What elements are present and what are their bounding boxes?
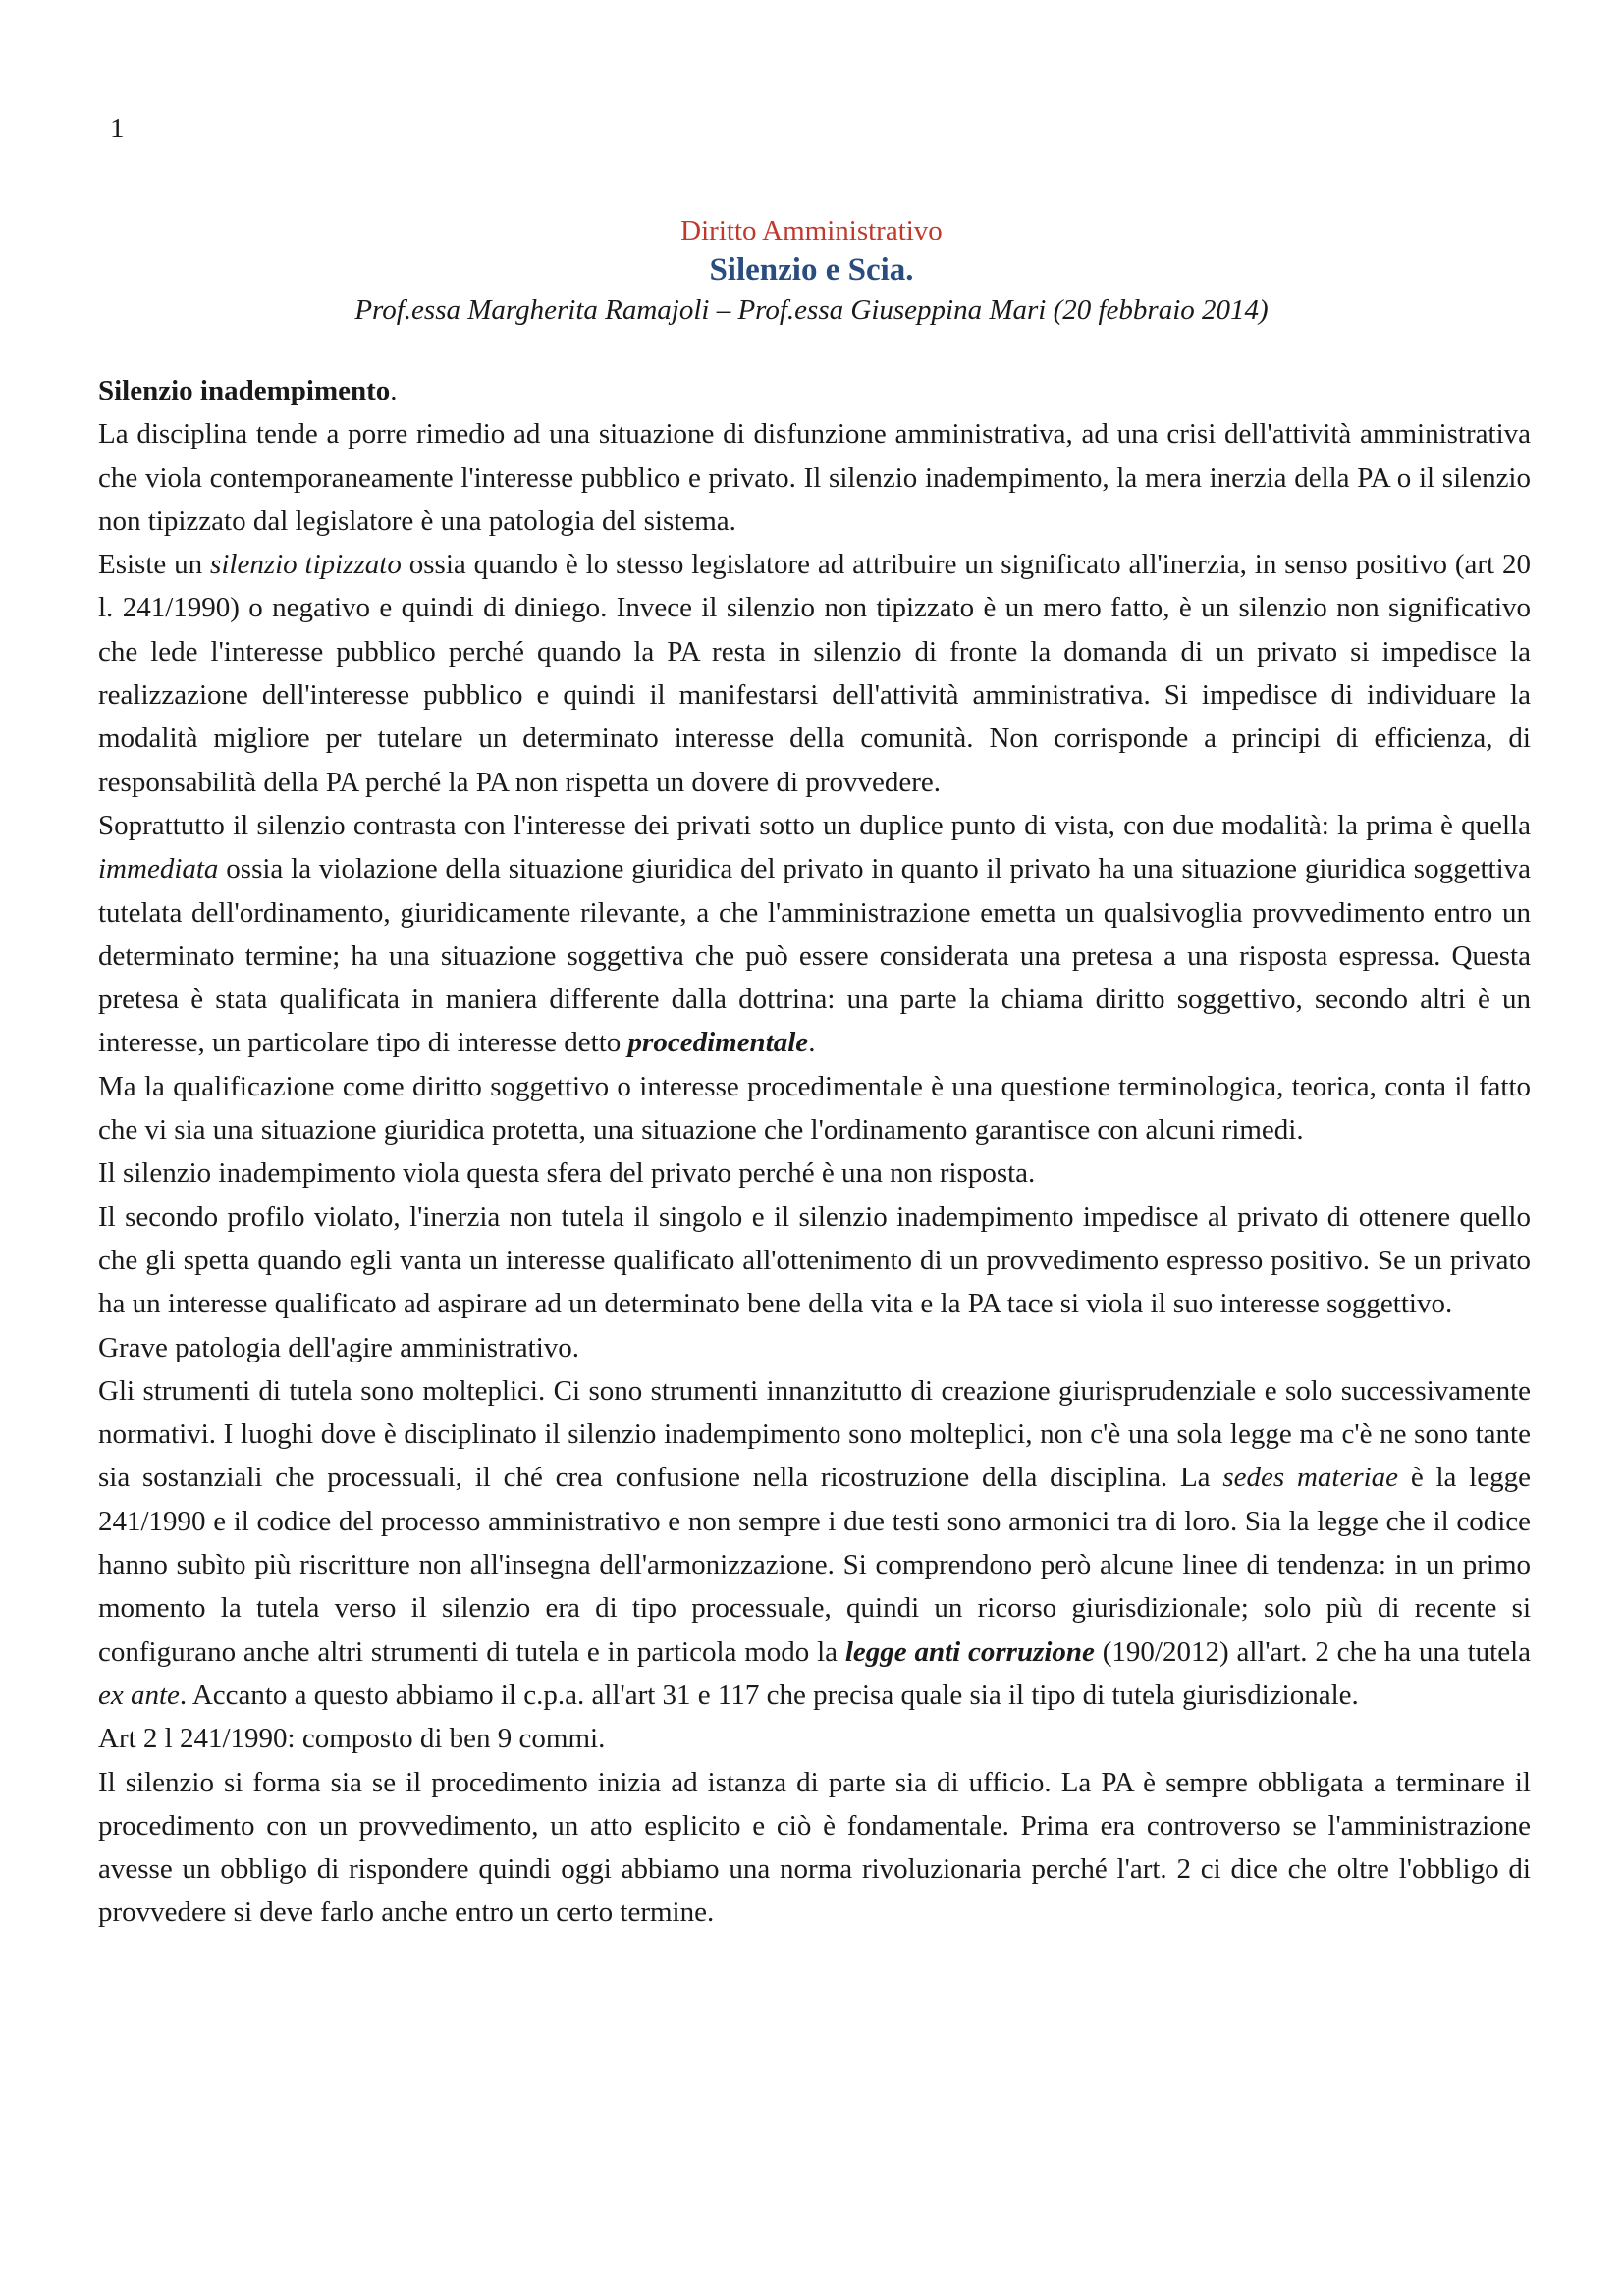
paragraph: Il silenzio si forma sia se il procedimento inizia ad istanza di parte sia di ufficio. La PA è sempre obbligata a terminare il procedimento con un provvedimento, un atto esplicito e ciò è fondamentale. Prima era controverso se l'amministrazione avesse un obbligo di rispondere quindi oggi abbiamo una norma rivoluzionaria perché l'art. 2 ci dice che oltre l'obbligo di provvedere si deve farlo anche entro un certo termine. [98, 1766, 1531, 1929]
paragraph: Esiste un silenzio tipizzato ossia quando è lo stesso legislatore ad attribuire un significato all'inerzia, in senso positivo (art 20 l. 241/1990) o negativo e quindi di diniego. Invece il silenzio non tipizzato è un mero fatto, è un silenzio non significativo che lede l'interesse pubblico perché quando la PA resta in silenzio di fronte la domanda di un privato si impedisce la realizzazione dell'interesse pubblico e quindi il manifestarsi dell'attività amministrativa. Si impedisce di individuare la modalità migliore per tutelare un determinato interesse della comunità. Non corrisponde a principi di efficienza, di responsabilità della PA perché la PA non rispetta un dovere di provvedere. [98, 549, 1531, 798]
paragraph: La disciplina tende a porre rimedio ad una situazione di disfunzione amministrativa, ad una crisi dell'attività amministrativa che viola contemporaneamente l'interesse pubblico e privato. Il silenzio inadempimento, la mera inerzia della PA o il silenzio non tipizzato dal legislatore è una patologia del sistema. [98, 418, 1531, 537]
document-header [0, 212, 1623, 330]
paragraph: Grave patologia dell'agire amministrativo. [98, 1331, 580, 1363]
page-number: 1 [110, 113, 125, 144]
course-name: Diritto Amministrativo [680, 215, 943, 246]
paragraph: Ma la qualificazione come diritto soggettivo o interesse procedimentale è una questione terminologica, teorica, conta il fatto che vi sia una situazione giuridica protetta, una situazione che l'ordinamento garantisce con alcuni rimedi. [98, 1070, 1531, 1147]
paragraph: Soprattutto il silenzio contrasta con l'interesse dei privati sotto un duplice punto di vista, con due modalità: la prima è quella immediata ossia la violazione della situazione giuridica del privato in quanto il privato ha una situazione giuridica soggettiva tutelata dell'ordinamento, giuridicamente rilevante, a che l'amministrazione emetta un qualsivoglia provvedimento entro un determinato termine; ha una situazione soggettiva che può essere considerata una pretesa a una risposta espressa. Questa pretesa è stata qualificata in maniera differente dalla dottrina: una parte la chiama diritto soggettivo, secondo altri è un interesse, un particolare tipo di interesse detto procedimentale. [98, 809, 1531, 1059]
document-body [98, 369, 1531, 1935]
paragraph: Il secondo profilo violato, l'inerzia non tutela il singolo e il silenzio inadempimento impedisce al privato di ottenere quello che gli spetta quando egli vanta un interesse qualificato all'ottenimento di un provvedimento espresso positivo. Se un privato ha un interesse qualificato ad aspirare ad un determinato bene della vita e la PA tace si viola il suo interesse soggettivo. [98, 1201, 1531, 1320]
lecture-subtitle: Prof.essa Margherita Ramajoli – Prof.essa Giuseppina Mari (20 febbraio 2014) [354, 294, 1269, 326]
paragraph: Il silenzio inadempimento viola questa sfera del privato perché è una non risposta. [98, 1157, 1036, 1190]
section-heading: Silenzio inadempimento. [98, 375, 398, 406]
lecture-title: Silenzio e Scia. [709, 252, 914, 288]
paragraph: Art 2 l 241/1990: composto di ben 9 commi. [98, 1723, 606, 1755]
paragraph: Gli strumenti di tutela sono molteplici. Ci sono strumenti innanzitutto di creazione giurisprudenziale e solo successivamente normativi. I luoghi dove è disciplinato il silenzio inadempimento sono molteplici, non c'è una sola legge ma c'è ne sono tante sia sostanziali che processuali, il ché crea confusione nella ricostruzione della disciplina. La sedes materiae è la legge 241/1990 e il codice del processo amministrativo e non sempre i due testi sono armonici tra di loro. Sia la legge che il codice hanno subìto più riscritture non all'insegna dell'armonizzazione. Si comprendono però alcune linee di tendenza: in un primo momento la tutela verso il silenzio era di tipo processuale, quindi un ricorso giurisdizionale; solo più di recente si configurano anche altri strumenti di tutela e in particola modo la legge anti corruzione (190/2012) all'art. 2 che ha una tutela ex ante. Accanto a questo abbiamo il c.p.a. all'art 31 e 117 che precisa quale sia il tipo di tutela giurisdizionale. [98, 1374, 1531, 1711]
